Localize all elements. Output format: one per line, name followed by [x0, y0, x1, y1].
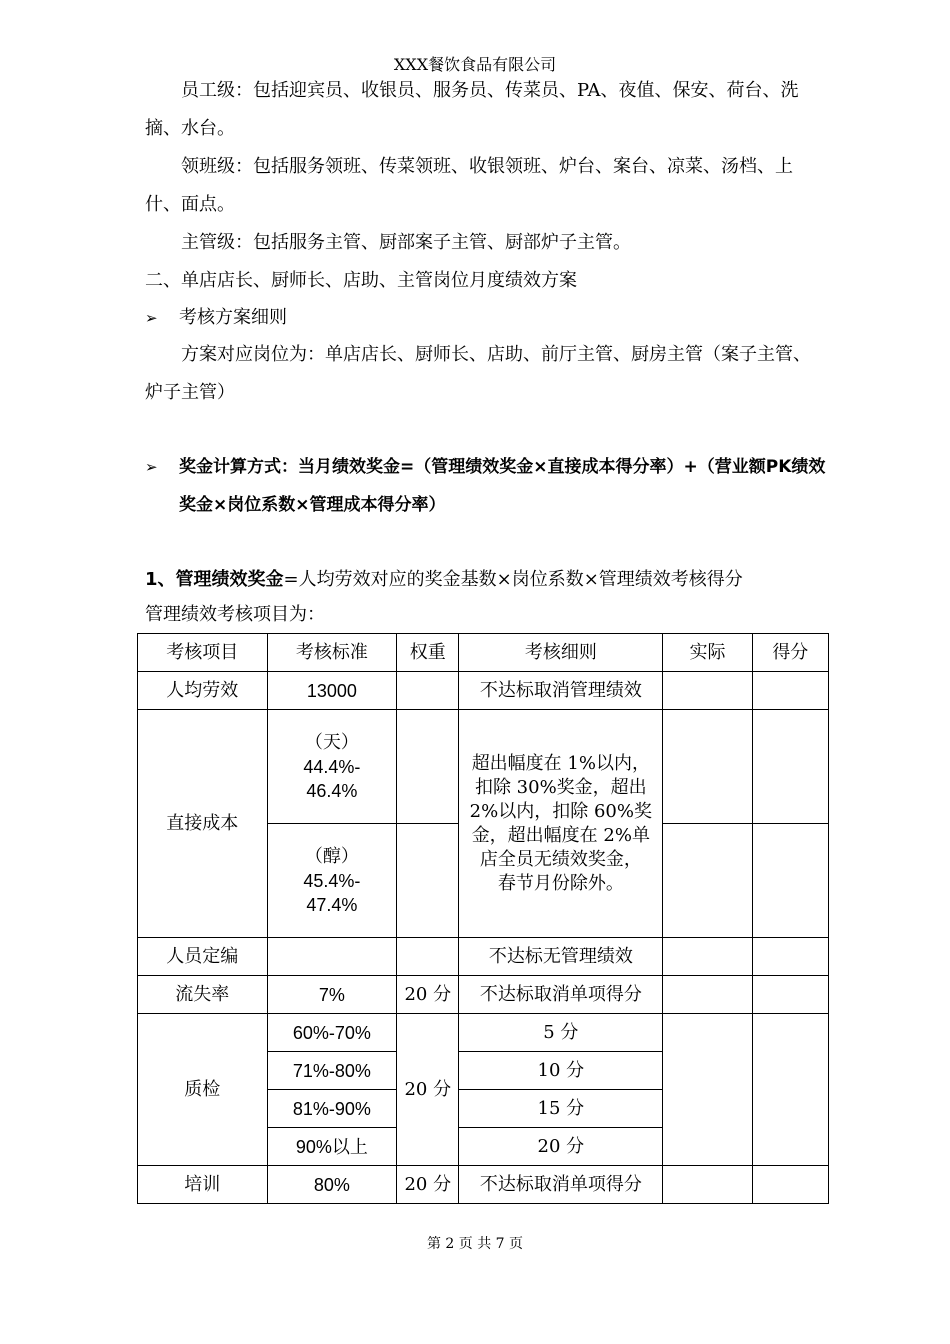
table-row — [138, 1014, 829, 1052]
item1-formula: =人均劳效对应的奖金基数×岗位系数×管理绩效考核得分 — [283, 569, 743, 590]
item-cell: 人均劳效 — [138, 672, 268, 710]
score-cell — [752, 1014, 828, 1166]
rule-cell: 不达标取消管理绩效 — [459, 672, 663, 710]
score-cell — [752, 976, 828, 1014]
item-cell: 直接成本 — [138, 710, 268, 938]
weight-cell: 20 分 — [397, 1166, 459, 1204]
header-cell: 考核标准 — [267, 634, 397, 672]
weight-cell — [397, 710, 459, 824]
bullet-bonus-formula — [145, 448, 825, 528]
leader-level-text: 领班级：包括服务领班、传菜领班、收银领班、炉台、案台、凉菜、汤档、上什、面点。 — [145, 156, 793, 215]
weight-cell: 20 分 — [397, 976, 459, 1014]
day-range-b: 46.4% — [306, 780, 358, 801]
actual-cell — [663, 938, 752, 976]
standard-cell: 13000 — [267, 672, 397, 710]
bonus-formula-text: 奖金计算方式：当月绩效奖金=（管理绩效奖金×直接成本得分率）+（营业额PK绩效奖金×岗位系数×管理成本得分率） — [179, 457, 826, 515]
header-cell: 权重 — [397, 634, 459, 672]
table-row — [138, 710, 829, 824]
score-cell — [752, 938, 828, 976]
standard-cell — [267, 938, 397, 976]
day-label: （天） — [304, 731, 359, 753]
item1-line — [145, 561, 825, 599]
header-cell: 得分 — [752, 634, 828, 672]
page-header: XXX餐饮食品有限公司 — [393, 55, 557, 74]
rule-line: 春节月份除外。 — [497, 872, 624, 894]
table-header-row — [138, 634, 829, 672]
alcohol-range-a: 45.4%- — [303, 870, 361, 891]
item-cell: 流失率 — [138, 976, 268, 1014]
quality-score-cell: 20 分 — [459, 1128, 663, 1166]
weight-cell: 20 分 — [397, 1014, 459, 1166]
table-row — [138, 1166, 829, 1204]
item-cell: 人员定编 — [138, 938, 268, 976]
actual-cell — [663, 976, 752, 1014]
rule-line: 超出幅度在 1%以内， — [471, 752, 650, 774]
section-two-title: 二、单店店长、厨师长、店助、主管岗位月度绩效方案 — [145, 270, 577, 291]
table-row — [138, 976, 829, 1014]
standard-cell: 80% — [267, 1166, 397, 1204]
quality-score-cell: 15 分 — [459, 1090, 663, 1128]
page-footer: 第 2 页 共 7 页 — [426, 1236, 524, 1252]
header-cell: 实际 — [663, 634, 752, 672]
item-cell: 质检 — [138, 1014, 268, 1166]
quality-range-cell: 81%-90% — [267, 1090, 397, 1128]
rule-cell: 不达标无管理绩效 — [459, 938, 663, 976]
score-cell — [752, 824, 828, 938]
header-cell: 考核项目 — [138, 634, 268, 672]
score-cell — [752, 1166, 828, 1204]
quality-range-cell: 90%以上 — [267, 1128, 397, 1166]
table-row — [138, 672, 829, 710]
actual-cell — [663, 1014, 752, 1166]
standard-cell-alcohol — [267, 824, 397, 938]
table-row — [138, 938, 829, 976]
rule-line: 扣除 30%奖金，超出 — [474, 776, 647, 798]
quality-score-cell: 10 分 — [459, 1052, 663, 1090]
weight-cell — [397, 938, 459, 976]
arrow-bullet-icon: ➢ — [145, 458, 158, 476]
quality-score-cell: 5 分 — [459, 1014, 663, 1052]
table-intro: 管理绩效考核项目为： — [145, 604, 325, 625]
quality-range-cell: 71%-80% — [267, 1052, 397, 1090]
rule-line: 2%以内，扣除 60%奖 — [469, 800, 652, 822]
standard-cell: 7% — [267, 976, 397, 1014]
rule-line: 金，超出幅度在 2%单 — [471, 824, 650, 846]
assessment-table — [137, 633, 829, 1204]
actual-cell — [663, 1166, 752, 1204]
weight-cell — [397, 672, 459, 710]
actual-cell — [663, 824, 752, 938]
alcohol-range-b: 47.4% — [306, 894, 358, 915]
rule-line: 店全员无绩效奖金， — [479, 848, 642, 870]
staff-level-text: 员工级：包括迎宾员、收银员、服务员、传菜员、PA、夜值、保安、荷台、洗摘、水台。 — [145, 80, 799, 139]
rule-cell: 不达标取消单项得分 — [459, 1166, 663, 1204]
rule-cell-direct-cost — [459, 710, 663, 938]
score-cell — [752, 710, 828, 824]
positions-text: 方案对应岗位为：单店店长、厨师长、店助、前厅主管、厨房主管（案子主管、炉子主管） — [145, 344, 811, 403]
header-cell: 考核细则 — [459, 634, 663, 672]
quality-range-cell: 60%-70% — [267, 1014, 397, 1052]
actual-cell — [663, 710, 752, 824]
day-range-a: 44.4%- — [303, 756, 361, 777]
score-cell — [752, 672, 828, 710]
weight-cell — [397, 824, 459, 938]
standard-cell-day — [267, 710, 397, 824]
actual-cell — [663, 672, 752, 710]
rule-cell: 不达标取消单项得分 — [459, 976, 663, 1014]
item-cell: 培训 — [138, 1166, 268, 1204]
arrow-bullet-icon: ➢ — [145, 309, 158, 327]
supervisor-level-text: 主管级：包括服务主管、厨部案子主管、厨部炉子主管。 — [181, 232, 631, 253]
alcohol-label: （醇） — [304, 845, 359, 867]
item1-label: 1、管理绩效奖金 — [145, 569, 284, 590]
bullet-rules-text: 考核方案细则 — [179, 307, 287, 328]
